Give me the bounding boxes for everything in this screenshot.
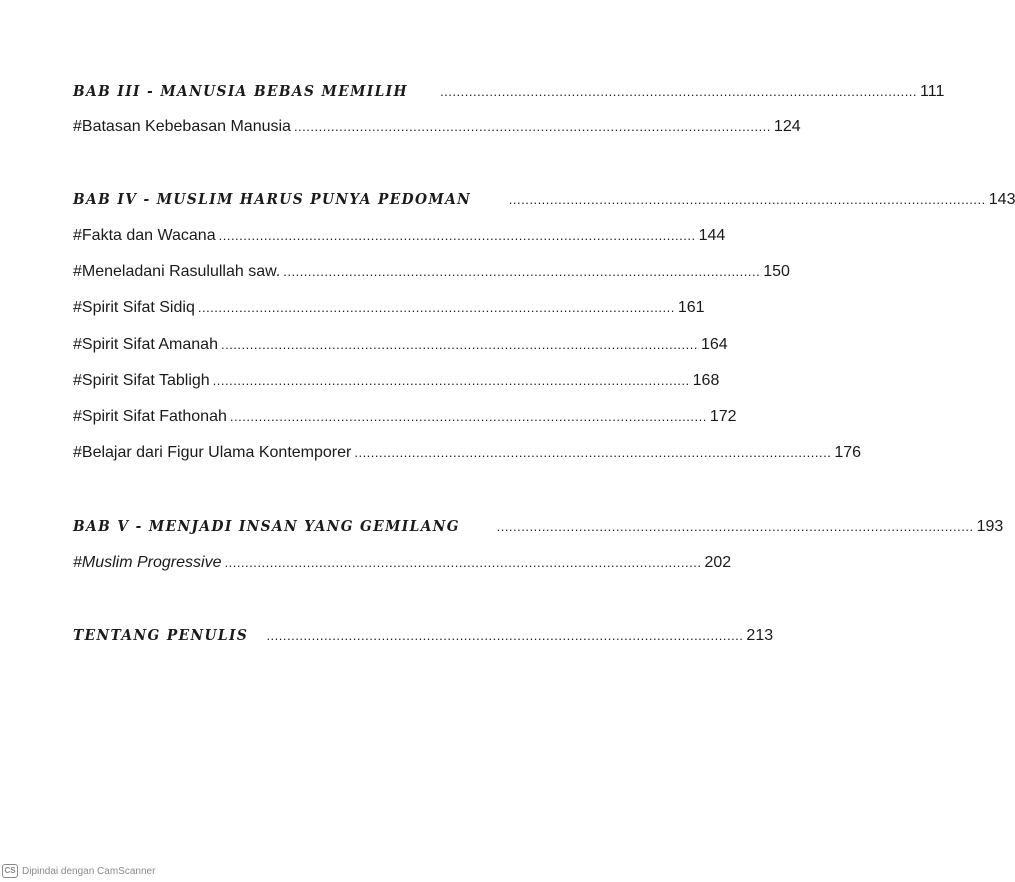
dot-leader: .................................................................................................................... (354, 445, 832, 460)
dot-leader: .................................................................................................................... (508, 192, 986, 207)
toc-entry-label: BAB V - MENJADI INSAN YANG GEMILANG (73, 517, 460, 535)
toc-entry-label: #Spirit Sifat Sidiq (73, 299, 195, 316)
toc-entry-page: 176 (834, 444, 862, 461)
dot-leader: .................................................................................................................... (220, 337, 698, 352)
toc-chapter-5 (73, 516, 1004, 537)
toc-entry-page: 202 (704, 554, 732, 571)
toc-section (73, 371, 720, 391)
dot-leader: .................................................................................................................... (229, 409, 707, 424)
toc-entry-page: 172 (709, 408, 737, 425)
dot-leader: .................................................................................................................... (496, 519, 974, 534)
toc-chapter-3 (73, 81, 945, 102)
toc-entry-page: 144 (698, 227, 726, 244)
dot-leader: .................................................................................................................... (218, 228, 696, 243)
toc-entry-label: TENTANG PENULIS (73, 626, 249, 644)
toc-entry-label: BAB III - MANUSIA BEBAS MEMILIH (73, 82, 408, 100)
toc-section (73, 117, 801, 137)
dot-leader: .................................................................................................................... (212, 373, 690, 388)
toc-section (73, 262, 790, 282)
scanner-watermark (2, 864, 155, 878)
toc-section (73, 226, 726, 246)
toc-section (73, 298, 705, 318)
toc-entry-page: 150 (763, 263, 790, 280)
toc-entry-label: BAB IV - MUSLIM HARUS PUNYA PEDOMAN (73, 190, 472, 208)
toc-entry-page: 168 (692, 372, 720, 389)
toc-section (73, 553, 732, 573)
toc-entry-label: #Batasan Kebebasan Manusia (73, 118, 291, 135)
toc-entry-label: #Spirit Sifat Amanah (73, 336, 218, 353)
toc-entry-label: #Spirit Sifat Tabligh (73, 372, 210, 389)
dot-leader: .................................................................................................................... (440, 84, 918, 99)
toc-section (73, 335, 728, 355)
toc-entry-label: #Meneladani Rasulullah saw. (73, 263, 281, 280)
toc-entry-page: 213 (746, 627, 774, 644)
toc-entry-page: 124 (773, 118, 801, 135)
toc-author-section (73, 625, 774, 646)
toc-section (73, 443, 862, 463)
toc-entry-page: 193 (976, 518, 1004, 535)
camscanner-logo-icon: CS (2, 864, 18, 878)
toc-entry-page: 161 (677, 299, 705, 316)
dot-leader: .................................................................................................................... (266, 628, 744, 643)
toc-entry-label: #Fakta dan Wacana (73, 227, 216, 244)
dot-leader: .................................................................................................................... (293, 119, 771, 134)
toc-entry-page: 143 (988, 191, 1015, 208)
dot-leader: .................................................................................................................... (283, 264, 761, 279)
dot-leader: .................................................................................................................... (224, 555, 702, 570)
toc-entry-label: #Muslim Progressive (73, 554, 222, 571)
toc-section (73, 407, 737, 427)
toc-chapter-4 (73, 189, 1015, 210)
toc-entry-page: 111 (920, 83, 945, 100)
toc-entry-page: 164 (700, 336, 728, 353)
toc-entry-label: #Spirit Sifat Fathonah (73, 408, 227, 425)
dot-leader: .................................................................................................................... (197, 300, 675, 315)
toc-entry-label: #Belajar dari Figur Ulama Kontemporer (73, 444, 352, 461)
watermark-text: Dipindai dengan CamScanner (22, 865, 156, 877)
